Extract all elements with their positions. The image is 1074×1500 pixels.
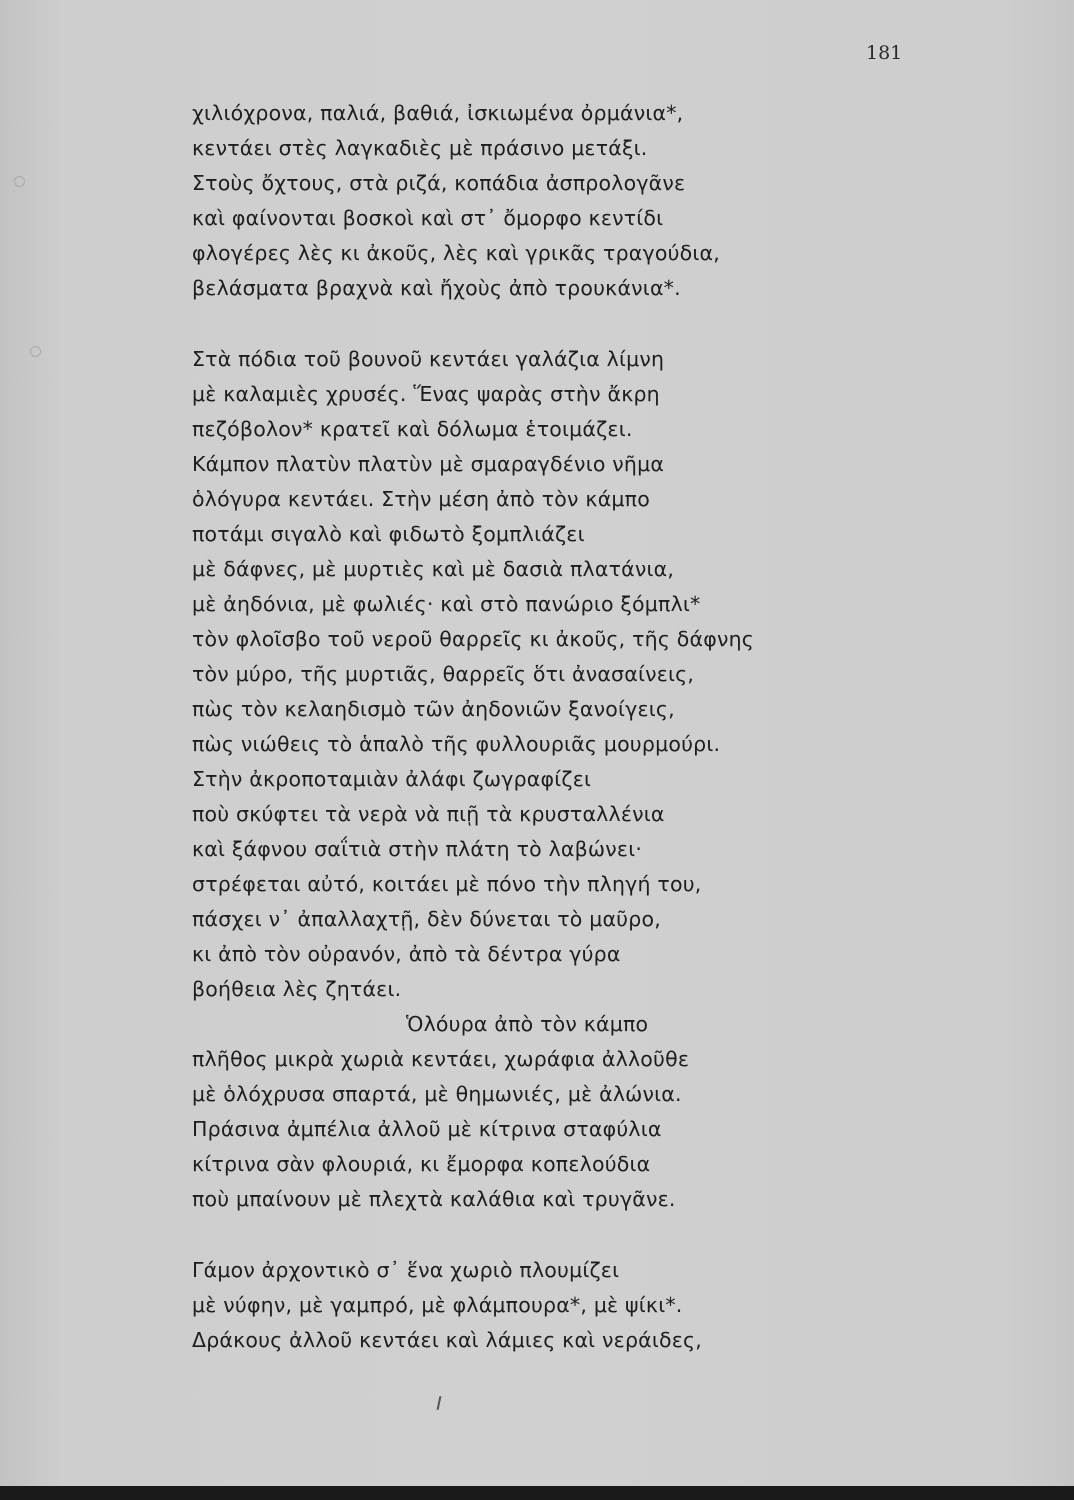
poem-line: βελάσματα βραχνὰ καὶ ἤχοὺς ἀπὸ τρουκάνια*.	[192, 276, 681, 300]
poem-line: τὸν φλοῖσβο τοῦ νεροῦ θαρρεῖς κι ἀκοῦς, τῆς δάφνης	[192, 627, 755, 651]
poem-line: κίτρινα σὰν φλουριά, κι ἔμορφα κοπελούδια	[192, 1152, 651, 1176]
stanza	[192, 342, 832, 1217]
margin-scan-mark	[14, 176, 25, 187]
poem-line: κι ἀπὸ τὸν οὐρανόν, ἀπὸ τὰ δέντρα γύρα	[192, 942, 621, 966]
poem-line: πὼς τὸν κελαηδισμὸ τῶν ἀηδονιῶν ξανοίγεις,	[192, 697, 675, 721]
poem-line: τὸν μύρο, τῆς μυρτιᾶς, θαρρεῖς ὅτι ἀνασαίνεις,	[192, 662, 695, 686]
poem-line: Δράκους ἀλλοῦ κεντάει καὶ λάμιες καὶ νεράιδες,	[192, 1328, 702, 1352]
margin-scan-mark	[30, 346, 41, 357]
poem-line: πλῆθος μικρὰ χωριὰ κεντάει, χωράφια ἀλλοῦθε	[192, 1047, 690, 1071]
stanza	[192, 1253, 832, 1358]
poem-line: Γάμον ἀρχοντικὸ σ᾽ ἕνα χωριὸ πλουμίζει	[192, 1258, 620, 1282]
poem-line: χιλιόχρονα, παλιά, βαθιά, ἰσκιωμένα ὀρμάνια*,	[192, 101, 684, 125]
poem-line: μὲ καλαμιὲς χρυσές. Ἕνας ψαρὰς στὴν ἄκρη	[192, 382, 660, 406]
poem-line: ποτάμι σιγαλὸ καὶ φιδωτὸ ξομπλιάζει	[192, 522, 585, 546]
poem-line: Πράσινα ἀμπέλια ἀλλοῦ μὲ κίτρινα σταφύλια	[192, 1117, 662, 1141]
poem-line: μὲ ἀηδόνια, μὲ φωλιές· καὶ στὸ πανώριο ξόμπλι*	[192, 592, 701, 616]
poem-line: Στὰ πόδια τοῦ βουνοῦ κεντάει γαλάζια λίμνη	[192, 347, 665, 371]
poem-line: πὼς νιώθεις τὸ ἁπαλὸ τῆς φυλλουριᾶς μουρμούρι.	[192, 732, 721, 756]
poem-text	[192, 96, 832, 1394]
page-number: 181	[866, 42, 903, 64]
poem-line: βοήθεια λὲς ζητάει.	[192, 977, 402, 1001]
scan-bottom-edge	[0, 1486, 1074, 1500]
poem-line: καὶ ξάφνου σαΐτιὰ στὴν πλάτη τὸ λαβώνει·	[192, 837, 643, 861]
poem-line: Στὴν ἀκροποταμιὰν ἀλάφι ζωγραφίζει	[192, 767, 592, 791]
poem-line: ὁλόγυρα κεντάει. Στὴν μέση ἀπὸ τὸν κάμπο	[192, 487, 650, 511]
poem-line: Στοὺς ὄχτους, στὰ ριζά, κοπάδια ἀσπρολογᾶνε	[192, 171, 686, 195]
poem-line: Ὁλόυρα ἀπὸ τὸν κάμπο	[406, 1012, 649, 1036]
poem-line: Κάμπον πλατὺν πλατὺν μὲ σμαραγδένιο νῆμα	[192, 452, 665, 476]
stray-ink-mark	[437, 1396, 442, 1410]
poem-line: ποὺ μπαίνουν μὲ πλεχτὰ καλάθια καὶ τρυγᾶνε.	[192, 1187, 676, 1211]
poem-line: κεντάει στὲς λαγκαδιὲς μὲ πράσινο μετάξι.	[192, 136, 648, 160]
poem-line: μὲ νύφην, μὲ γαμπρό, μὲ φλάμπουρα*, μὲ ψίκι*.	[192, 1293, 683, 1317]
poem-line: ποὺ σκύφτει τὰ νερὰ νὰ πιῇ τὰ κρυσταλλένια	[192, 802, 665, 826]
poem-line: φλογέρες λὲς κι ἀκοῦς, λὲς καὶ γρικᾶς τραγούδια,	[192, 241, 720, 265]
poem-line: μὲ ὁλόχρυσα σπαρτά, μὲ θημωνιές, μὲ ἀλώνια.	[192, 1082, 682, 1106]
poem-line: μὲ δάφνες, μὲ μυρτιὲς καὶ μὲ δασιὰ πλατάνια,	[192, 557, 675, 581]
poem-line: καὶ φαίνονται βοσκοὶ καὶ στ᾽ ὄμορφο κεντίδι	[192, 206, 664, 230]
stanza	[192, 96, 832, 306]
poem-line: πάσχει ν᾽ ἀπαλλαχτῇ, δὲν δύνεται τὸ μαῦρο,	[192, 907, 661, 931]
poem-line: πεζόβολον* κρατεῖ καὶ δόλωμα ἑτοιμάζει.	[192, 417, 633, 441]
poem-line: στρέφεται αὐτό, κοιτάει μὲ πόνο τὴν πληγή του,	[192, 872, 702, 896]
